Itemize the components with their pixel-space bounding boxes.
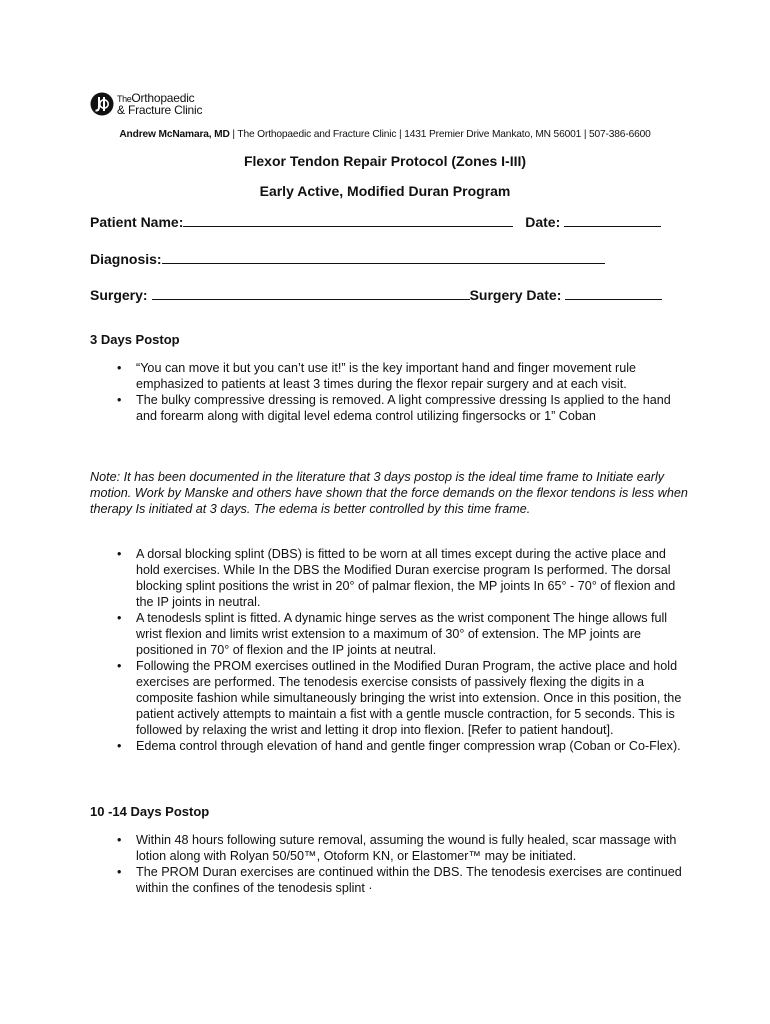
list-item (117, 360, 687, 392)
clinic-logo (90, 92, 202, 116)
list-item-text: Following the PROM exercises outlined in the Modified Duran Program, the active place and hold exercises are performed. The tenodesis exercise consists of passively flexing the digits in a composite fashion while simultaneously bringing the wrist into extension. Once in this position, the patient actively attempts to maintain a fist with a gentle muscle contraction, for 5 seconds. This is followed by relaxing the wrist and letting it drop into flexion. [Refer to patient handout]. (136, 659, 682, 737)
note-paragraph: Note: It has been documented in the literature that 3 days postop is the ideal time frame to Initiate early motion. Work by Manske and others have shown that the force demands on the flexor tendons is less when therapy Is initiated at 3 days. The edema is better controlled by this time frame. (90, 470, 688, 516)
bullet-icon: • (117, 865, 122, 879)
list-item (117, 610, 687, 658)
diagnosis-blank[interactable] (162, 250, 605, 264)
diagnosis-row (90, 250, 605, 267)
surgery-date-label: Surgery Date: (469, 287, 562, 303)
bullet-icon: • (117, 361, 122, 375)
logo-line-2: & Fracture Clinic (117, 102, 203, 117)
list-item (117, 392, 687, 424)
list-item (117, 738, 687, 754)
list-item (117, 864, 687, 896)
surgery-label: Surgery: (90, 287, 148, 303)
bullet-icon: • (117, 547, 122, 561)
list-item-text: “You can move it but you can’t use it!” is the key important hand and finger movement rule emphasized to patients at least 3 times during the flexor repair surgery and at each visit. (136, 361, 637, 391)
logo-line-1: Orthopaedic (131, 90, 195, 105)
surgery-date-blank[interactable] (565, 286, 662, 300)
document-title: Flexor Tendon Repair Protocol (Zones I-III) (243, 153, 527, 169)
diagnosis-label: Diagnosis: (90, 251, 162, 267)
letterhead-contact (0, 129, 770, 140)
list-item-text: The bulky compressive dressing is removed. A light compressive dressing Is applied to the hand and forearm along with digital level edema control utilizing fingersocks or 1” Coban (136, 393, 671, 423)
clinic-logo-text (117, 90, 203, 117)
bullet-icon: • (117, 393, 122, 407)
bullet-icon: • (117, 659, 122, 673)
patient-name-row (90, 213, 661, 230)
bullet-list-3-days-b (117, 546, 687, 754)
patient-name-blank[interactable] (183, 213, 513, 227)
bullet-icon: • (117, 739, 122, 753)
list-item-text: Edema control through elevation of hand and gentle finger compression wrap (Coban or Co-Flex). (136, 739, 681, 753)
clinic-contact: | The Orthopaedic and Fracture Clinic | 1431 Premier Drive Mankato, MN 56001 | 507-386-6600 (229, 129, 651, 140)
list-item-text: Within 48 hours following suture removal, assuming the wound is fully healed, scar massage with lotion along with Rolyan 50/50™, Otoform KN, or Elastomer™ may be initiated. (136, 833, 677, 863)
bullet-list-3-days-a (117, 360, 687, 424)
doctor-name: Andrew McNamara, MD (119, 129, 230, 140)
date-blank[interactable] (564, 213, 661, 227)
list-item (117, 546, 687, 610)
patient-name-label: Patient Name: (90, 214, 184, 230)
document-subtitle: Early Active, Modified Duran Program (259, 183, 511, 199)
list-item (117, 832, 687, 864)
bullet-icon: • (117, 611, 122, 625)
list-item (117, 658, 687, 738)
list-item-text: A tenodesls splint is fitted. A dynamic hinge serves as the wrist component The hinge allows full wrist flexion and limits wrist extension to a maximum of 30° of extension. The MP joints are positioned in 70° of flexion and the IP joints at neutral. (136, 611, 668, 657)
section-heading-3-days: 3 Days Postop (90, 332, 180, 347)
surgery-blank[interactable] (152, 286, 470, 300)
date-label: Date: (525, 214, 561, 230)
list-item-text: The PROM Duran exercises are continued within the DBS. The tenodesis exercises are continued within the confines of the tenodesis splint · (136, 865, 682, 895)
logo-prefix: The (117, 93, 132, 104)
section-heading-10-14-days: 10 -14 Days Postop (90, 804, 210, 819)
bullet-icon: • (117, 833, 122, 847)
bullet-list-10-14-days (117, 832, 687, 896)
list-item-text: A dorsal blocking splint (DBS) is fitted to be worn at all times except during the active place and hold exercises. While In the DBS the Modified Duran exercise program Is performed. The dorsal blocking splint positions the wrist in 20° of palmar flexion, the MP joints In 65° - 70° of flexion and the IP joints in neutral. (136, 547, 676, 609)
clinic-logo-icon (90, 92, 114, 116)
surgery-row (90, 286, 662, 303)
